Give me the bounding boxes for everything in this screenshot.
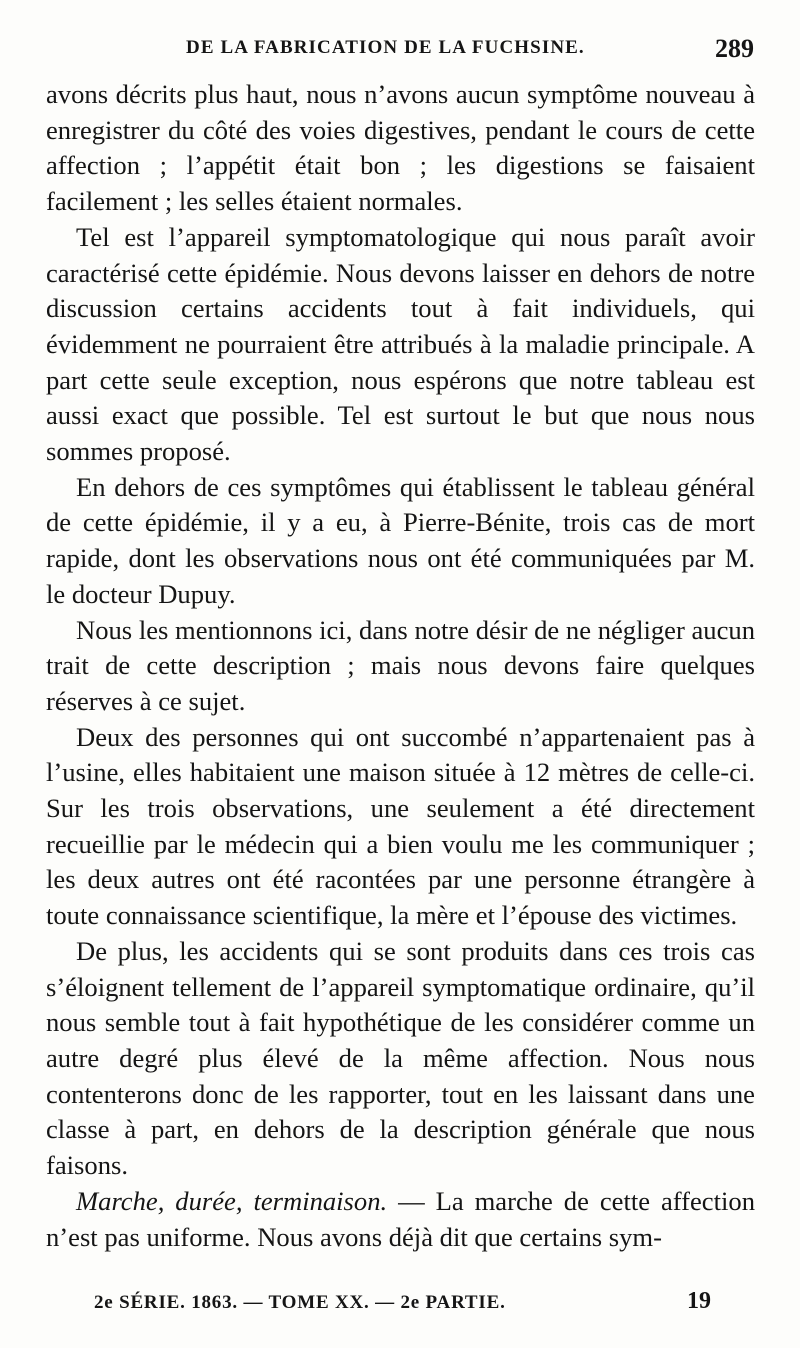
- paragraph-text: Tel est l’appareil symptomatologique qui nous paraît avoir caractérisé cette épidémie. Nous devons laisser en dehors de notre discussion certains accidents tout à fait individuels, qui évidemment ne pourraient être attribués à la maladie principale. A part cette seule exception, nous espérons que notre tableau est aussi exact que possible. Tel est surtout le but que nous nous sommes proposé.: [46, 221, 755, 467]
- printer-signature-footer: [46, 1288, 758, 1320]
- paragraph-rapid-death-cases: [46, 470, 755, 613]
- paragraph-observations: [46, 720, 755, 934]
- paragraph-reservations: [46, 613, 755, 720]
- paragraph-text: Deux des personnes qui ont succombé n’appartenaient pas à l’usine, elles habitaient une maison située à 12 mètres de celle-ci. Sur les trois observations, une seulement a été directement recueillie par le médecin qui a bien voulu me les communiquer ; les deux autres ont été racontées par une personne étrangère à toute connaissance scientifique, la mère et l’épouse des victimes.: [46, 721, 755, 931]
- paragraph-hypothesis: [46, 934, 755, 1184]
- body-text: [46, 77, 755, 1255]
- paragraph-text: De plus, les accidents qui se sont produits dans ces trois cas s’éloignent tellement de l’appareil symptomatique ordinaire, qu’il nous semble tout à fait hypothétique de les considérer comme un autre degré plus élevé de la même affection. Nous nous contenterons donc de les rapporter, tout en les laissant dans une classe à part, en dehors de la description générale que nous faisons.: [46, 935, 755, 1181]
- signature-mark: 19: [687, 1288, 711, 1314]
- running-title: DE LA FABRICATION DE LA FUCHSINE.: [186, 37, 585, 58]
- page-number: 289: [715, 34, 754, 63]
- paragraph-text: — La marche de cette affection n’est pas uniforme. Nous avons déjà dit que certains sym-: [46, 1185, 755, 1252]
- paragraph-text: Nous les mentionnons ici, dans notre désir de ne négliger aucun trait de cette description ; mais nous devons faire quelques réserves à ce sujet.: [46, 614, 755, 716]
- paragraph-symptomatology: [46, 220, 755, 470]
- signature-line: 2e SÉRIE. 1863. — TOME XX. — 2e PARTIE.: [94, 1292, 506, 1313]
- running-head: [46, 34, 758, 66]
- paragraph-continuation: [46, 77, 755, 220]
- section-run-in-heading: Marche, durée, terminaison.: [76, 1185, 388, 1216]
- paragraph-text: En dehors de ces symptômes qui établissent le tableau général de cette épidémie, il y a eu, à Pierre-Bénite, trois cas de mort rapide, dont les observations nous ont été communiquées par M. le docteur Dupuy.: [46, 471, 755, 609]
- paragraph-course-duration: [46, 1184, 755, 1255]
- paragraph-text: avons décrits plus haut, nous n’avons aucun symptôme nouveau à enregistrer du côté des voies digestives, pendant le cours de cette affection ; l’appétit était bon ; les digestions se faisaient facilement ; les selles étaient normales.: [46, 79, 755, 217]
